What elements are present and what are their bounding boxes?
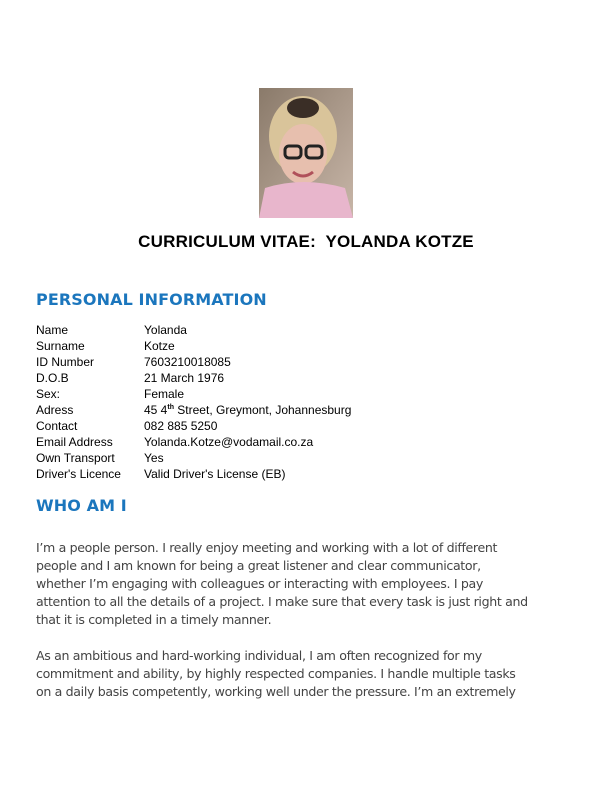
paragraph-line: attention to all the details of a project. I make sure that every task is just right and xyxy=(36,594,528,609)
info-value: Valid Driver's License (EB) xyxy=(144,467,286,481)
info-row-contact xyxy=(36,418,351,434)
info-row-id-number xyxy=(36,354,351,370)
info-value: Yolanda.Kotze@vodamail.co.za xyxy=(144,435,314,449)
paragraph-line: I’m a people person. I really enjoy meeting and working with a lot of different xyxy=(36,540,498,555)
info-label: D.O.B xyxy=(36,371,69,385)
personal-information-heading: PERSONAL INFORMATION xyxy=(36,290,267,309)
info-row-transport xyxy=(36,450,351,466)
info-value: Yes xyxy=(144,451,164,465)
paragraph-line: on a daily basis competently, working well under the pressure. I’m an extremely xyxy=(36,684,516,699)
info-value: Female xyxy=(144,387,185,401)
info-value: 082 885 5250 xyxy=(144,419,218,433)
info-value xyxy=(144,402,351,418)
paragraph-line: people and I am known for being a great listener and clear communicator, xyxy=(36,558,481,573)
info-label: Surname xyxy=(36,339,85,353)
info-value: Yolanda xyxy=(144,323,187,337)
info-label: Email Address xyxy=(36,435,113,449)
info-label: Own Transport xyxy=(36,451,115,465)
profile-photo xyxy=(259,88,353,218)
info-row-licence xyxy=(36,466,351,482)
info-label: Name xyxy=(36,323,69,337)
cv-title: CURRICULUM VITAE: YOLANDA KOTZE xyxy=(138,232,474,251)
info-label: Sex: xyxy=(36,387,61,401)
about-paragraph-1 xyxy=(36,539,576,629)
info-label: Contact xyxy=(36,419,78,433)
paragraph-line: commitment and ability, by highly respected companies. I handle multiple tasks xyxy=(36,666,516,681)
paragraph-line: As an ambitious and hard-working individual, I am often recognized for my xyxy=(36,648,482,663)
info-row-dob xyxy=(36,370,351,386)
info-row-address xyxy=(36,402,351,418)
address-street: Street, Greymont, Johannesburg xyxy=(173,403,352,417)
about-paragraph-2 xyxy=(36,647,576,701)
who-am-i-heading: WHO AM I xyxy=(36,496,127,515)
paragraph-line: that it is completed in a timely manner. xyxy=(36,612,272,627)
info-label: Adress xyxy=(36,403,74,417)
info-row-email xyxy=(36,434,351,450)
address-ordinal: th xyxy=(167,404,174,411)
info-row-surname xyxy=(36,338,351,354)
info-row-sex xyxy=(36,386,351,402)
info-value: Kotze xyxy=(144,339,175,353)
address-number: 45 4 xyxy=(144,403,168,417)
info-value: 21 March 1976 xyxy=(144,371,225,385)
personal-info-table xyxy=(36,322,351,482)
info-value: 7603210018085 xyxy=(144,355,231,369)
info-row-name xyxy=(36,322,351,338)
info-label: Driver's Licence xyxy=(36,467,121,481)
paragraph-line: whether I’m engaging with colleagues or interacting with employees. I pay xyxy=(36,576,483,591)
info-label: ID Number xyxy=(36,355,95,369)
